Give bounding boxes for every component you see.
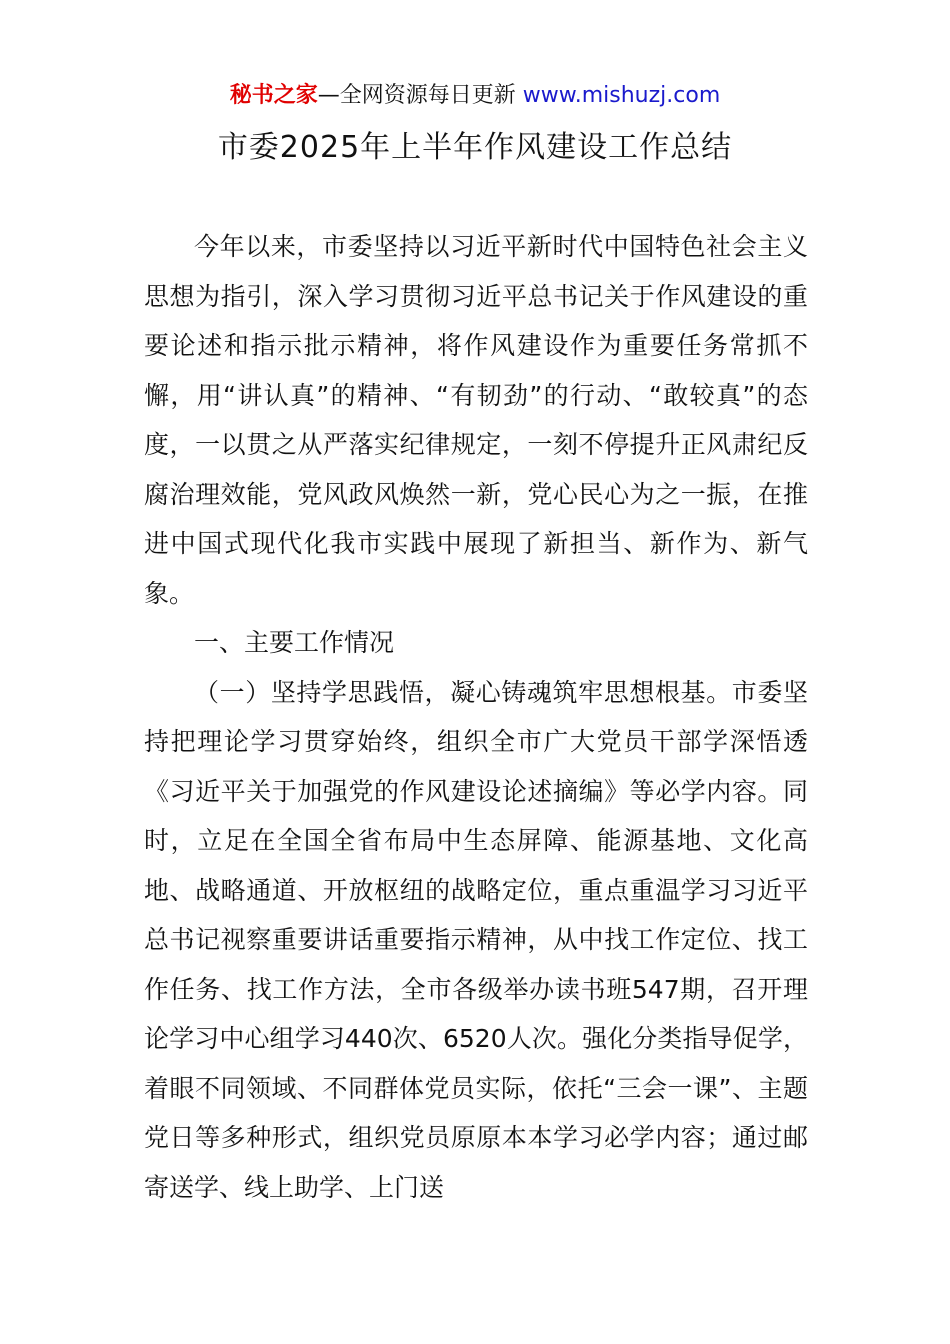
site-header: [0, 80, 950, 112]
site-tagline: —全网资源每日更新: [317, 83, 523, 108]
site-url-link[interactable]: www.mishuzj.com: [522, 83, 721, 108]
document-title: 市委2025年上半年作风建设工作总结: [217, 130, 733, 165]
intro-paragraph: 今年以来，市委坚持以习近平新时代中国特色社会主义思想为指引，深入学习贯彻习近平总书记关于作风建设的重要论述和指示批示精神，将作风建设作为重要任务常抓不懈，用“讲认真”的精神、“有韧劲”的行动、“敢较真”的态度，一以贯之从严落实纪律规定，一刻不停提升正风肃纪反腐治理效能，党风政风焕然一新，党心民心为之一振，在推进中国式现代化我市实践中展现了新担当、新作为、新气象。: [144, 232, 808, 608]
body-paragraph: （一）坚持学思践悟，凝心铸魂筑牢思想根基。市委坚持把理论学习贯穿始终，组织全市广大党员干部学深悟透《习近平关于加强党的作风建设论述摘编》等必学内容。同时，立足在全国全省布局中生态屏障、能源基地、文化高地、战略通道、开放枢纽的战略定位，重点重温学习习近平总书记视察重要讲话重要指示精神，从中找工作定位、找工作任务、找工作方法，全市各级举办读书班547期，召开理论学习中心组学习440次、6520人次。强化分类指导促学，着眼不同领域、不同群体党员实际，依托“三会一课”、主题党日等多种形式，组织党员原原本本学习必学内容；通过邮寄送学、线上助学、上门送: [144, 677, 808, 1202]
site-brand: 秘书之家: [229, 83, 318, 108]
section-heading: 一、主要工作情况: [194, 628, 395, 657]
document-body: [144, 222, 808, 1212]
